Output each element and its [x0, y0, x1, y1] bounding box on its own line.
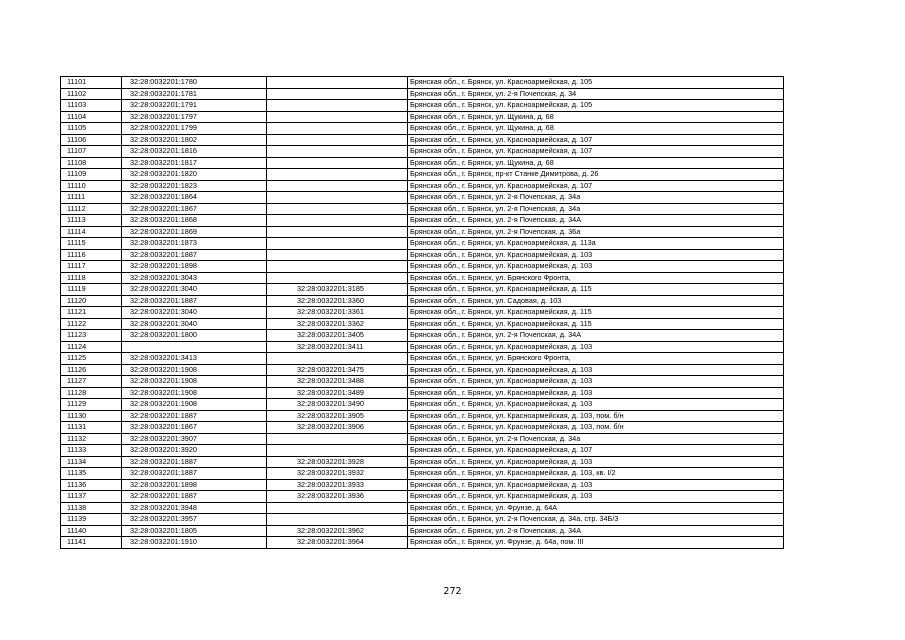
table-row: [61, 88, 784, 100]
address-cell: Брянская обл., г. Брянск, ул. Красноармейская, д. 107: [408, 146, 784, 158]
parent-cadastral-number-cell: 32:28:0032201:3906: [267, 422, 408, 434]
address-cell: Брянская обл., г. Брянск, ул. Брянского Фронта,: [408, 272, 784, 284]
parent-cadastral-number-cell: 32:28:0032201:3933: [267, 479, 408, 491]
row-number-cell: 11101: [61, 77, 122, 89]
row-number-cell: 11115: [61, 238, 122, 250]
address-cell: Брянская обл., г. Брянск, ул. Брянского Фронта,: [408, 353, 784, 365]
table-row: [61, 433, 784, 445]
address-cell: Брянская обл., г. Брянск, ул. Красноармейская, д. 103: [408, 491, 784, 503]
address-cell: Брянская обл., г. Брянск, ул. Красноармейская, д. 115: [408, 284, 784, 296]
address-cell: Брянская обл., г. Брянск, ул. Красноармейская, д. 103: [408, 376, 784, 388]
cadastral-number-cell: 32:28:0032201:3948: [122, 502, 267, 514]
parent-cadastral-number-cell: [267, 134, 408, 146]
table-row: [61, 537, 784, 549]
table-row: [61, 169, 784, 181]
row-number-cell: 11110: [61, 180, 122, 192]
address-cell: Брянская обл., г. Брянск, ул. Красноармейская, д. 103, пом. б/н: [408, 422, 784, 434]
parent-cadastral-number-cell: 32:28:0032201:3490: [267, 399, 408, 411]
cadastral-number-cell: 32:28:0032201:1908: [122, 376, 267, 388]
row-number-cell: 11105: [61, 123, 122, 135]
parent-cadastral-number-cell: 32:28:0032201:3489: [267, 387, 408, 399]
table-row: [61, 422, 784, 434]
parent-cadastral-number-cell: [267, 215, 408, 227]
parent-cadastral-number-cell: 32:28:0032201:3936: [267, 491, 408, 503]
cadastral-number-cell: 32:28:0032201:1910: [122, 537, 267, 549]
table-row: [61, 468, 784, 480]
parent-cadastral-number-cell: [267, 272, 408, 284]
cadastral-number-cell: 32:28:0032201:1823: [122, 180, 267, 192]
table-row: [61, 295, 784, 307]
cadastral-number-cell: 32:28:0032201:3920: [122, 445, 267, 457]
cadastral-number-cell: 32:28:0032201:1799: [122, 123, 267, 135]
parent-cadastral-number-cell: 32:28:0032201:3488: [267, 376, 408, 388]
parent-cadastral-number-cell: [267, 445, 408, 457]
row-number-cell: 11114: [61, 226, 122, 238]
address-cell: Брянская обл., г. Брянск, ул. Щукина, д. 68: [408, 123, 784, 135]
address-cell: Брянская обл., г. Брянск, ул. 2-я Почепская, д. 36а: [408, 226, 784, 238]
table-row: [61, 410, 784, 422]
row-number-cell: 11123: [61, 330, 122, 342]
table-row: [61, 123, 784, 135]
parent-cadastral-number-cell: [267, 157, 408, 169]
address-cell: Брянская обл., г. Брянск, ул. Щукина, д. 68: [408, 111, 784, 123]
cadastral-number-cell: 32:28:0032201:1805: [122, 525, 267, 537]
parent-cadastral-number-cell: [267, 502, 408, 514]
address-cell: Брянская обл., г. Брянск, ул. Красноармейская, д. 107: [408, 180, 784, 192]
parent-cadastral-number-cell: 32:28:0032201:3411: [267, 341, 408, 353]
address-cell: Брянская обл., г. Брянск, ул. Красноармейская, д. 103: [408, 364, 784, 376]
cadastral-number-cell: 32:28:0032201:3040: [122, 284, 267, 296]
address-cell: Брянская обл., г. Брянск, ул. Красноармейская, д. 115: [408, 318, 784, 330]
row-number-cell: 11132: [61, 433, 122, 445]
cadastral-number-cell: 32:28:0032201:1887: [122, 456, 267, 468]
row-number-cell: 11131: [61, 422, 122, 434]
parent-cadastral-number-cell: [267, 180, 408, 192]
cadastral-number-cell: 32:28:0032201:1800: [122, 330, 267, 342]
table-row: [61, 77, 784, 89]
property-register-table: [60, 76, 784, 549]
parent-cadastral-number-cell: [267, 433, 408, 445]
parent-cadastral-number-cell: [267, 123, 408, 135]
cadastral-number-cell: 32:28:0032201:1816: [122, 146, 267, 158]
row-number-cell: 11104: [61, 111, 122, 123]
table-row: [61, 157, 784, 169]
address-cell: Брянская обл., г. Брянск, ул. Щукина, д. 68: [408, 157, 784, 169]
row-number-cell: 11134: [61, 456, 122, 468]
address-cell: Брянская обл., г. Брянск, ул. Фрунзе, д. 64а, пом. III: [408, 537, 784, 549]
row-number-cell: 11126: [61, 364, 122, 376]
table-row: [61, 353, 784, 365]
row-number-cell: 11136: [61, 479, 122, 491]
table-row: [61, 514, 784, 526]
table-row: [61, 238, 784, 250]
row-number-cell: 11137: [61, 491, 122, 503]
parent-cadastral-number-cell: 32:28:0032201:3405: [267, 330, 408, 342]
parent-cadastral-number-cell: [267, 238, 408, 250]
parent-cadastral-number-cell: [267, 77, 408, 89]
cadastral-number-cell: 32:28:0032201:1887: [122, 249, 267, 261]
page-number: 272: [443, 586, 462, 597]
row-number-cell: 11119: [61, 284, 122, 296]
row-number-cell: 11130: [61, 410, 122, 422]
row-number-cell: 11111: [61, 192, 122, 204]
address-cell: Брянская обл., г. Брянск, ул. Красноармейская, д. 103: [408, 456, 784, 468]
cadastral-number-cell: 32:28:0032201:1887: [122, 295, 267, 307]
cadastral-number-cell: 32:28:0032201:1887: [122, 491, 267, 503]
table-row: [61, 364, 784, 376]
parent-cadastral-number-cell: [267, 88, 408, 100]
parent-cadastral-number-cell: 32:28:0032201:3928: [267, 456, 408, 468]
parent-cadastral-number-cell: 32:28:0032201:3185: [267, 284, 408, 296]
address-cell: Брянская обл., г. Брянск, ул. Красноармейская, д. 103: [408, 341, 784, 353]
parent-cadastral-number-cell: [267, 249, 408, 261]
parent-cadastral-number-cell: 32:28:0032201:3964: [267, 537, 408, 549]
parent-cadastral-number-cell: [267, 226, 408, 238]
row-number-cell: 11121: [61, 307, 122, 319]
cadastral-number-cell: 32:28:0032201:1817: [122, 157, 267, 169]
cadastral-number-cell: 32:28:0032201:3043: [122, 272, 267, 284]
cadastral-number-cell: [122, 341, 267, 353]
row-number-cell: 11138: [61, 502, 122, 514]
row-number-cell: 11107: [61, 146, 122, 158]
parent-cadastral-number-cell: [267, 261, 408, 273]
cadastral-number-cell: 32:28:0032201:1908: [122, 387, 267, 399]
cadastral-number-cell: 32:28:0032201:1791: [122, 100, 267, 112]
address-cell: Брянская обл., г. Брянск, ул. Красноармейская, д. 103, пом. б/н: [408, 410, 784, 422]
address-cell: Брянская обл., г. Брянск, пр-кт Станке Димитрова, д. 26: [408, 169, 784, 181]
table-row: [61, 192, 784, 204]
table-body: [61, 77, 784, 549]
cadastral-number-cell: 32:28:0032201:3907: [122, 433, 267, 445]
row-number-cell: 11127: [61, 376, 122, 388]
row-number-cell: 11117: [61, 261, 122, 273]
address-cell: Брянская обл., г. Брянск, ул. Красноармейская, д. 103: [408, 261, 784, 273]
table-row: [61, 525, 784, 537]
cadastral-number-cell: 32:28:0032201:1864: [122, 192, 267, 204]
address-cell: Брянская обл., г. Брянск, ул. Красноармейская, д. 103, кв. I/2: [408, 468, 784, 480]
row-number-cell: 11135: [61, 468, 122, 480]
cadastral-number-cell: 32:28:0032201:1869: [122, 226, 267, 238]
table-row: [61, 100, 784, 112]
address-cell: Брянская обл., г. Брянск, ул. 2-я Почепская, д. 34а, стр. 34Б/3: [408, 514, 784, 526]
address-cell: Брянская обл., г. Брянск, ул. Фрунзе, д. 64А: [408, 502, 784, 514]
table-row: [61, 249, 784, 261]
row-number-cell: 11128: [61, 387, 122, 399]
address-cell: Брянская обл., г. Брянск, ул. Садовая, д. 103: [408, 295, 784, 307]
address-cell: Брянская обл., г. Брянск, ул. Красноармейская, д. 103: [408, 387, 784, 399]
cadastral-number-cell: 32:28:0032201:1797: [122, 111, 267, 123]
parent-cadastral-number-cell: 32:28:0032201:3932: [267, 468, 408, 480]
row-number-cell: 11141: [61, 537, 122, 549]
table-row: [61, 341, 784, 353]
cadastral-number-cell: 32:28:0032201:3413: [122, 353, 267, 365]
row-number-cell: 11129: [61, 399, 122, 411]
table-row: [61, 272, 784, 284]
cadastral-number-cell: 32:28:0032201:1873: [122, 238, 267, 250]
cadastral-number-cell: 32:28:0032201:3957: [122, 514, 267, 526]
table-row: [61, 445, 784, 457]
cadastral-number-cell: 32:28:0032201:3040: [122, 307, 267, 319]
table-row: [61, 226, 784, 238]
parent-cadastral-number-cell: [267, 192, 408, 204]
parent-cadastral-number-cell: 32:28:0032201:3361: [267, 307, 408, 319]
parent-cadastral-number-cell: 32:28:0032201:3360: [267, 295, 408, 307]
cadastral-number-cell: 32:28:0032201:1820: [122, 169, 267, 181]
address-cell: Брянская обл., г. Брянск, ул. 2-я Почепская, д. 34А: [408, 525, 784, 537]
parent-cadastral-number-cell: [267, 203, 408, 215]
row-number-cell: 11118: [61, 272, 122, 284]
row-number-cell: 11140: [61, 525, 122, 537]
table-row: [61, 307, 784, 319]
row-number-cell: 11113: [61, 215, 122, 227]
table-row: [61, 479, 784, 491]
cadastral-number-cell: 32:28:0032201:1867: [122, 422, 267, 434]
parent-cadastral-number-cell: [267, 111, 408, 123]
row-number-cell: 11122: [61, 318, 122, 330]
cadastral-number-cell: 32:28:0032201:1898: [122, 261, 267, 273]
parent-cadastral-number-cell: 32:28:0032201:3475: [267, 364, 408, 376]
table-row: [61, 111, 784, 123]
row-number-cell: 11102: [61, 88, 122, 100]
cadastral-number-cell: 32:28:0032201:1887: [122, 410, 267, 422]
table-row: [61, 180, 784, 192]
parent-cadastral-number-cell: [267, 514, 408, 526]
table-row: [61, 491, 784, 503]
table-row: [61, 146, 784, 158]
address-cell: Брянская обл., г. Брянск, ул. Красноармейская, д. 103: [408, 399, 784, 411]
row-number-cell: 11139: [61, 514, 122, 526]
parent-cadastral-number-cell: [267, 169, 408, 181]
row-number-cell: 11109: [61, 169, 122, 181]
address-cell: Брянская обл., г. Брянск, ул. Красноармейская, д. 105: [408, 77, 784, 89]
address-cell: Брянская обл., г. Брянск, ул. Красноармейская, д. 115: [408, 307, 784, 319]
row-number-cell: 11124: [61, 341, 122, 353]
row-number-cell: 11133: [61, 445, 122, 457]
table-row: [61, 318, 784, 330]
cadastral-number-cell: 32:28:0032201:1908: [122, 399, 267, 411]
table-row: [61, 330, 784, 342]
address-cell: Брянская обл., г. Брянск, ул. 2-я Почепская, д. 34А: [408, 215, 784, 227]
row-number-cell: 11112: [61, 203, 122, 215]
parent-cadastral-number-cell: 32:28:0032201:3962: [267, 525, 408, 537]
parent-cadastral-number-cell: 32:28:0032201:3362: [267, 318, 408, 330]
address-cell: Брянская обл., г. Брянск, ул. Красноармейская, д. 103: [408, 479, 784, 491]
address-cell: Брянская обл., г. Брянск, ул. Красноармейская, д. 113а: [408, 238, 784, 250]
address-cell: Брянская обл., г. Брянск, ул. Красноармейская, д. 107: [408, 134, 784, 146]
address-cell: Брянская обл., г. Брянск, ул. 2-я Почепская, д. 34а: [408, 203, 784, 215]
cadastral-number-cell: 32:28:0032201:1781: [122, 88, 267, 100]
table-row: [61, 215, 784, 227]
cadastral-number-cell: 32:28:0032201:1802: [122, 134, 267, 146]
row-number-cell: 11106: [61, 134, 122, 146]
parent-cadastral-number-cell: [267, 353, 408, 365]
cadastral-number-cell: 32:28:0032201:1908: [122, 364, 267, 376]
address-cell: Брянская обл., г. Брянск, ул. Красноармейская, д. 103: [408, 249, 784, 261]
address-cell: Брянская обл., г. Брянск, ул. Красноармейская, д. 107: [408, 445, 784, 457]
table-row: [61, 399, 784, 411]
cadastral-number-cell: 32:28:0032201:1887: [122, 468, 267, 480]
row-number-cell: 11108: [61, 157, 122, 169]
parent-cadastral-number-cell: 32:28:0032201:3905: [267, 410, 408, 422]
table-row: [61, 203, 784, 215]
table-row: [61, 502, 784, 514]
cadastral-number-cell: 32:28:0032201:1898: [122, 479, 267, 491]
row-number-cell: 11120: [61, 295, 122, 307]
cadastral-number-cell: 32:28:0032201:1867: [122, 203, 267, 215]
cadastral-number-cell: 32:28:0032201:1780: [122, 77, 267, 89]
cadastral-number-cell: 32:28:0032201:1868: [122, 215, 267, 227]
address-cell: Брянская обл., г. Брянск, ул. 2-я Почепская, д. 34А: [408, 330, 784, 342]
table-row: [61, 376, 784, 388]
table-row: [61, 134, 784, 146]
row-number-cell: 11125: [61, 353, 122, 365]
table-row: [61, 261, 784, 273]
cadastral-number-cell: 32:28:0032201:3040: [122, 318, 267, 330]
row-number-cell: 11116: [61, 249, 122, 261]
table-row: [61, 284, 784, 296]
table-row: [61, 387, 784, 399]
row-number-cell: 11103: [61, 100, 122, 112]
table-row: [61, 456, 784, 468]
address-cell: Брянская обл., г. Брянск, ул. 2-я Почепская, д. 34а: [408, 192, 784, 204]
address-cell: Брянская обл., г. Брянск, ул. Красноармейская, д. 105: [408, 100, 784, 112]
parent-cadastral-number-cell: [267, 146, 408, 158]
parent-cadastral-number-cell: [267, 100, 408, 112]
address-cell: Брянская обл., г. Брянск, ул. 2-я Почепская, д. 34: [408, 88, 784, 100]
address-cell: Брянская обл., г. Брянск, ул. 2-я Почепская, д. 34а: [408, 433, 784, 445]
